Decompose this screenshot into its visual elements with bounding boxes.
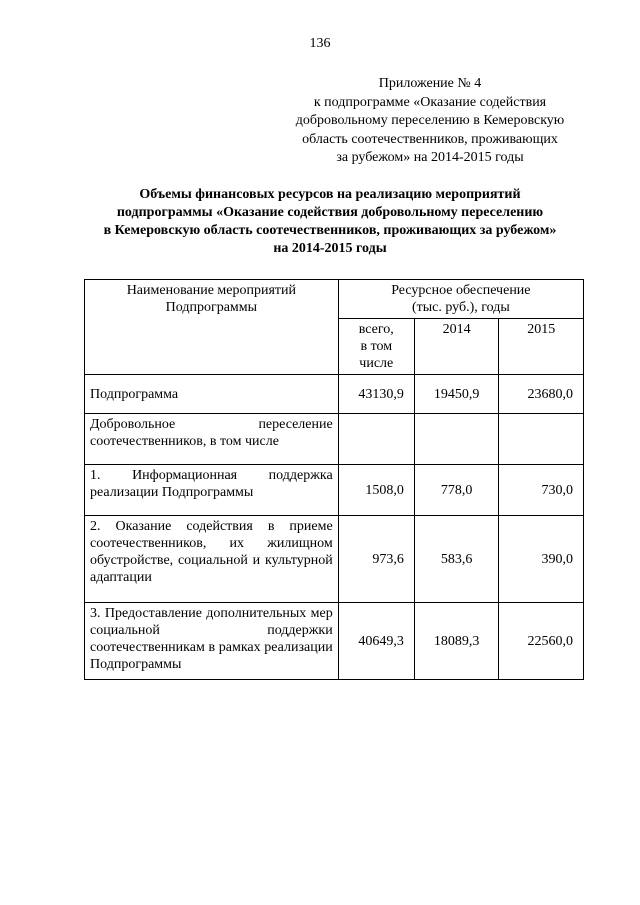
table-row	[85, 465, 584, 516]
row-2015: 22560,0	[499, 603, 584, 680]
appendix-line: к подпрограмме «Оказание содействия	[313, 94, 547, 110]
header-2014: 2014	[414, 319, 499, 375]
row-2014: 583,6	[414, 516, 499, 603]
row-2015: 390,0	[499, 516, 584, 603]
row-2015	[499, 414, 584, 465]
title-line: подпрограммы «Оказание содействия добровольному переселению	[116, 205, 544, 220]
row-2014	[414, 414, 499, 465]
table-row	[85, 516, 584, 603]
table-row	[85, 414, 584, 465]
header-activity-name	[85, 280, 339, 375]
header-total	[338, 319, 414, 375]
page-number: 136	[309, 36, 331, 51]
row-name: Добровольное переселение соотечественников, в том числе	[85, 414, 339, 465]
header-resources	[338, 280, 583, 319]
row-2014: 778,0	[414, 465, 499, 516]
row-name: 2. Оказание содействия в приеме соотечественников, их жилищном обустройстве, социальной и культурной адаптации	[85, 516, 339, 603]
appendix-header	[280, 75, 580, 168]
row-total: 973,6	[338, 516, 414, 603]
row-2015: 730,0	[499, 465, 584, 516]
header-name-line: Наименование мероприятий	[126, 283, 297, 298]
appendix-line: область соотечественников, проживающих	[302, 131, 558, 147]
header-name-line: Подпрограммы	[165, 300, 258, 315]
appendix-line: Приложение № 4	[378, 76, 482, 91]
header-total-line: в том	[360, 339, 393, 354]
appendix-line: за рубежом» на 2014-2015 годы	[336, 150, 524, 165]
row-name: 1. Информационная поддержка реализации Подпрограммы	[85, 465, 339, 516]
row-name: Подпрограмма	[85, 375, 339, 414]
row-2014: 18089,3	[414, 603, 499, 680]
header-2015: 2015	[499, 319, 584, 375]
row-2014: 19450,9	[414, 375, 499, 414]
header-total-line: всего,	[358, 322, 394, 337]
row-2015: 23680,0	[499, 375, 584, 414]
header-resources-line: (тыс. руб.), годы	[411, 300, 510, 315]
row-total: 40649,3	[338, 603, 414, 680]
document-title	[60, 186, 600, 258]
title-line: Объемы финансовых ресурсов на реализацию мероприятий	[139, 187, 521, 202]
row-name: 3. Предоставление дополнительных мер социальной поддержки соотечественникам в рамках реализации Подпрограммы	[85, 603, 339, 680]
row-total: 1508,0	[338, 465, 414, 516]
header-total-line: числе	[359, 356, 394, 371]
header-resources-line: Ресурсное обеспечение	[391, 283, 531, 298]
row-total	[338, 414, 414, 465]
appendix-line: добровольному переселению в Кемеровскую	[295, 113, 565, 128]
table-row	[85, 375, 584, 414]
table-header-row	[85, 280, 584, 319]
title-line: на 2014-2015 годы	[273, 241, 387, 256]
resources-table	[84, 279, 584, 680]
table-row	[85, 603, 584, 680]
title-line: в Кемеровскую область соотечественников, проживающих за рубежом»	[103, 223, 557, 238]
row-total: 43130,9	[338, 375, 414, 414]
